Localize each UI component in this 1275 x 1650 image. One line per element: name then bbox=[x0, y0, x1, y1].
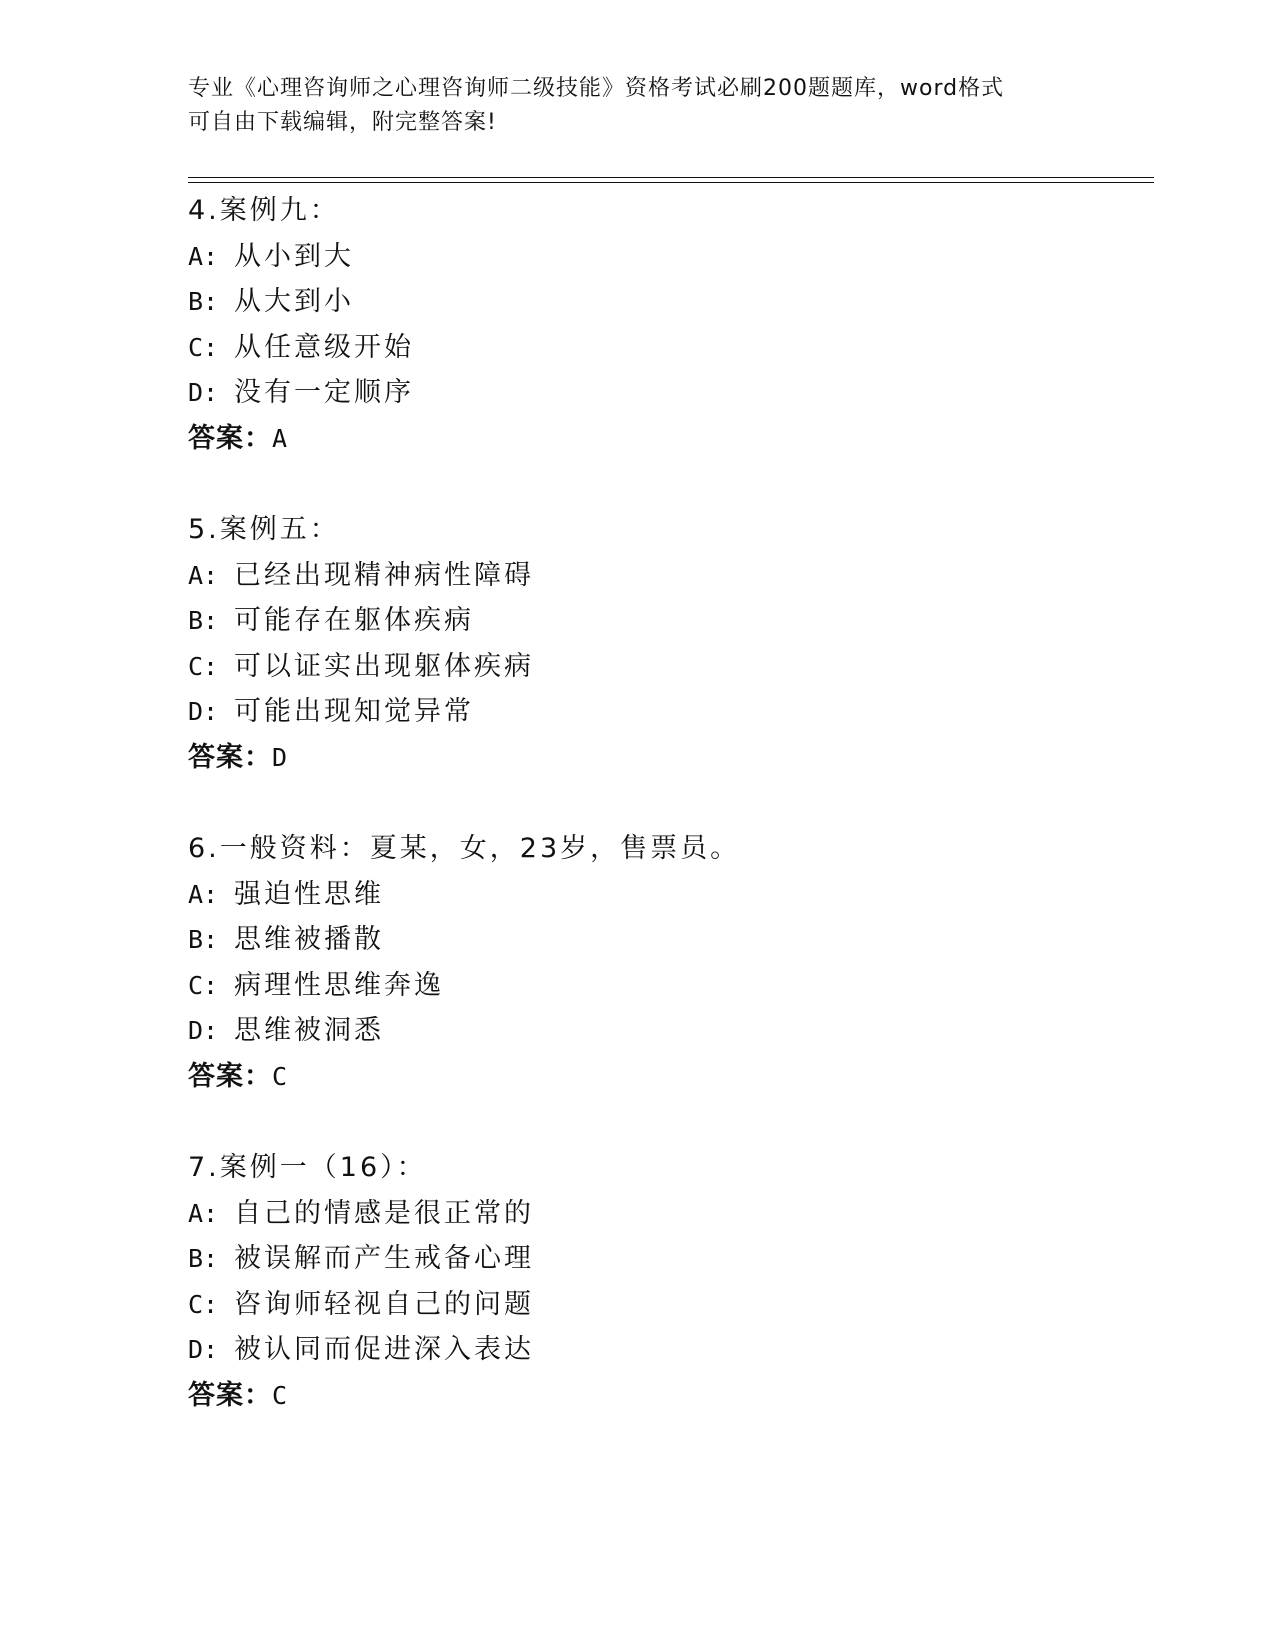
option-b bbox=[188, 598, 1148, 644]
header-divider-top bbox=[188, 177, 1154, 178]
answer-line bbox=[188, 1054, 1148, 1100]
option-letter: C: bbox=[188, 970, 219, 1000]
answer-line bbox=[188, 735, 1148, 781]
option-text: 病理性思维奔逸 bbox=[234, 969, 444, 1001]
option-letter: B: bbox=[188, 1244, 219, 1273]
option-c bbox=[188, 963, 1148, 1009]
question-title: 4.案例九： bbox=[188, 195, 340, 226]
option-c bbox=[188, 1282, 1148, 1328]
option-text: 没有一定顺序 bbox=[234, 377, 414, 408]
option-a bbox=[188, 1191, 1148, 1237]
option-d bbox=[188, 689, 1148, 735]
option-letter: A: bbox=[188, 879, 219, 909]
option-text: 思维被播散 bbox=[234, 924, 384, 955]
answer-label: 答案： bbox=[188, 422, 272, 454]
option-b bbox=[188, 279, 1148, 325]
answer-line bbox=[188, 1373, 1148, 1419]
option-letter: A: bbox=[188, 560, 219, 590]
option-b bbox=[188, 1236, 1148, 1282]
question-title: 6.一般资料：夏某，女，23岁，售票员。 bbox=[188, 833, 741, 864]
option-letter: D: bbox=[188, 697, 219, 726]
option-text: 咨询师轻视自己的问题 bbox=[234, 1288, 534, 1320]
question-list bbox=[188, 188, 1148, 1464]
answer-value: C bbox=[272, 1380, 289, 1410]
question-item bbox=[188, 826, 1148, 1099]
option-letter: B: bbox=[188, 287, 219, 316]
answer-label: 答案： bbox=[188, 1379, 272, 1411]
option-text: 思维被洞悉 bbox=[234, 1015, 384, 1046]
option-d bbox=[188, 1008, 1148, 1054]
option-letter: C: bbox=[188, 332, 219, 362]
option-a bbox=[188, 872, 1148, 918]
option-letter: C: bbox=[188, 651, 219, 681]
option-c bbox=[188, 644, 1148, 690]
answer-line bbox=[188, 416, 1148, 462]
option-text: 可能出现知觉异常 bbox=[234, 696, 474, 727]
option-text: 被认同而促进深入表达 bbox=[234, 1334, 534, 1365]
option-letter: D: bbox=[188, 378, 219, 407]
option-c bbox=[188, 325, 1148, 371]
answer-label: 答案： bbox=[188, 741, 272, 773]
header-line-2: 可自由下载编辑，附完整答案! bbox=[188, 110, 497, 135]
option-d bbox=[188, 1327, 1148, 1373]
option-text: 可以证实出现躯体疾病 bbox=[234, 650, 534, 682]
option-text: 从小到大 bbox=[234, 240, 354, 272]
header-divider-bottom bbox=[188, 182, 1154, 183]
option-d bbox=[188, 370, 1148, 416]
option-text: 从大到小 bbox=[234, 286, 354, 317]
option-letter: D: bbox=[188, 1335, 219, 1364]
option-text: 从任意级开始 bbox=[234, 331, 414, 363]
answer-value: A bbox=[272, 423, 289, 453]
option-text: 自己的情感是很正常的 bbox=[234, 1197, 534, 1229]
option-a bbox=[188, 234, 1148, 280]
question-item bbox=[188, 188, 1148, 461]
document-header bbox=[188, 72, 1088, 140]
option-a bbox=[188, 553, 1148, 599]
header-line-1: 专业《心理咨询师之心理咨询师二级技能》资格考试必刷200题题库，word格式 bbox=[188, 76, 1005, 101]
option-b bbox=[188, 917, 1148, 963]
option-text: 已经出现精神病性障碍 bbox=[234, 559, 534, 591]
answer-value: D bbox=[272, 742, 289, 772]
option-text: 可能存在躯体疾病 bbox=[234, 605, 474, 636]
option-letter: B: bbox=[188, 606, 219, 635]
option-letter: A: bbox=[188, 1198, 219, 1228]
answer-label: 答案： bbox=[188, 1060, 272, 1092]
option-text: 强迫性思维 bbox=[234, 878, 384, 910]
answer-value: C bbox=[272, 1061, 289, 1091]
question-item bbox=[188, 507, 1148, 780]
option-letter: D: bbox=[188, 1016, 219, 1045]
question-item bbox=[188, 1145, 1148, 1418]
option-letter: C: bbox=[188, 1289, 219, 1319]
question-title: 5.案例五： bbox=[188, 514, 340, 545]
option-letter: A: bbox=[188, 241, 219, 271]
question-title: 7.案例一（16）： bbox=[188, 1152, 427, 1183]
option-text: 被误解而产生戒备心理 bbox=[234, 1243, 534, 1274]
option-letter: B: bbox=[188, 925, 219, 954]
